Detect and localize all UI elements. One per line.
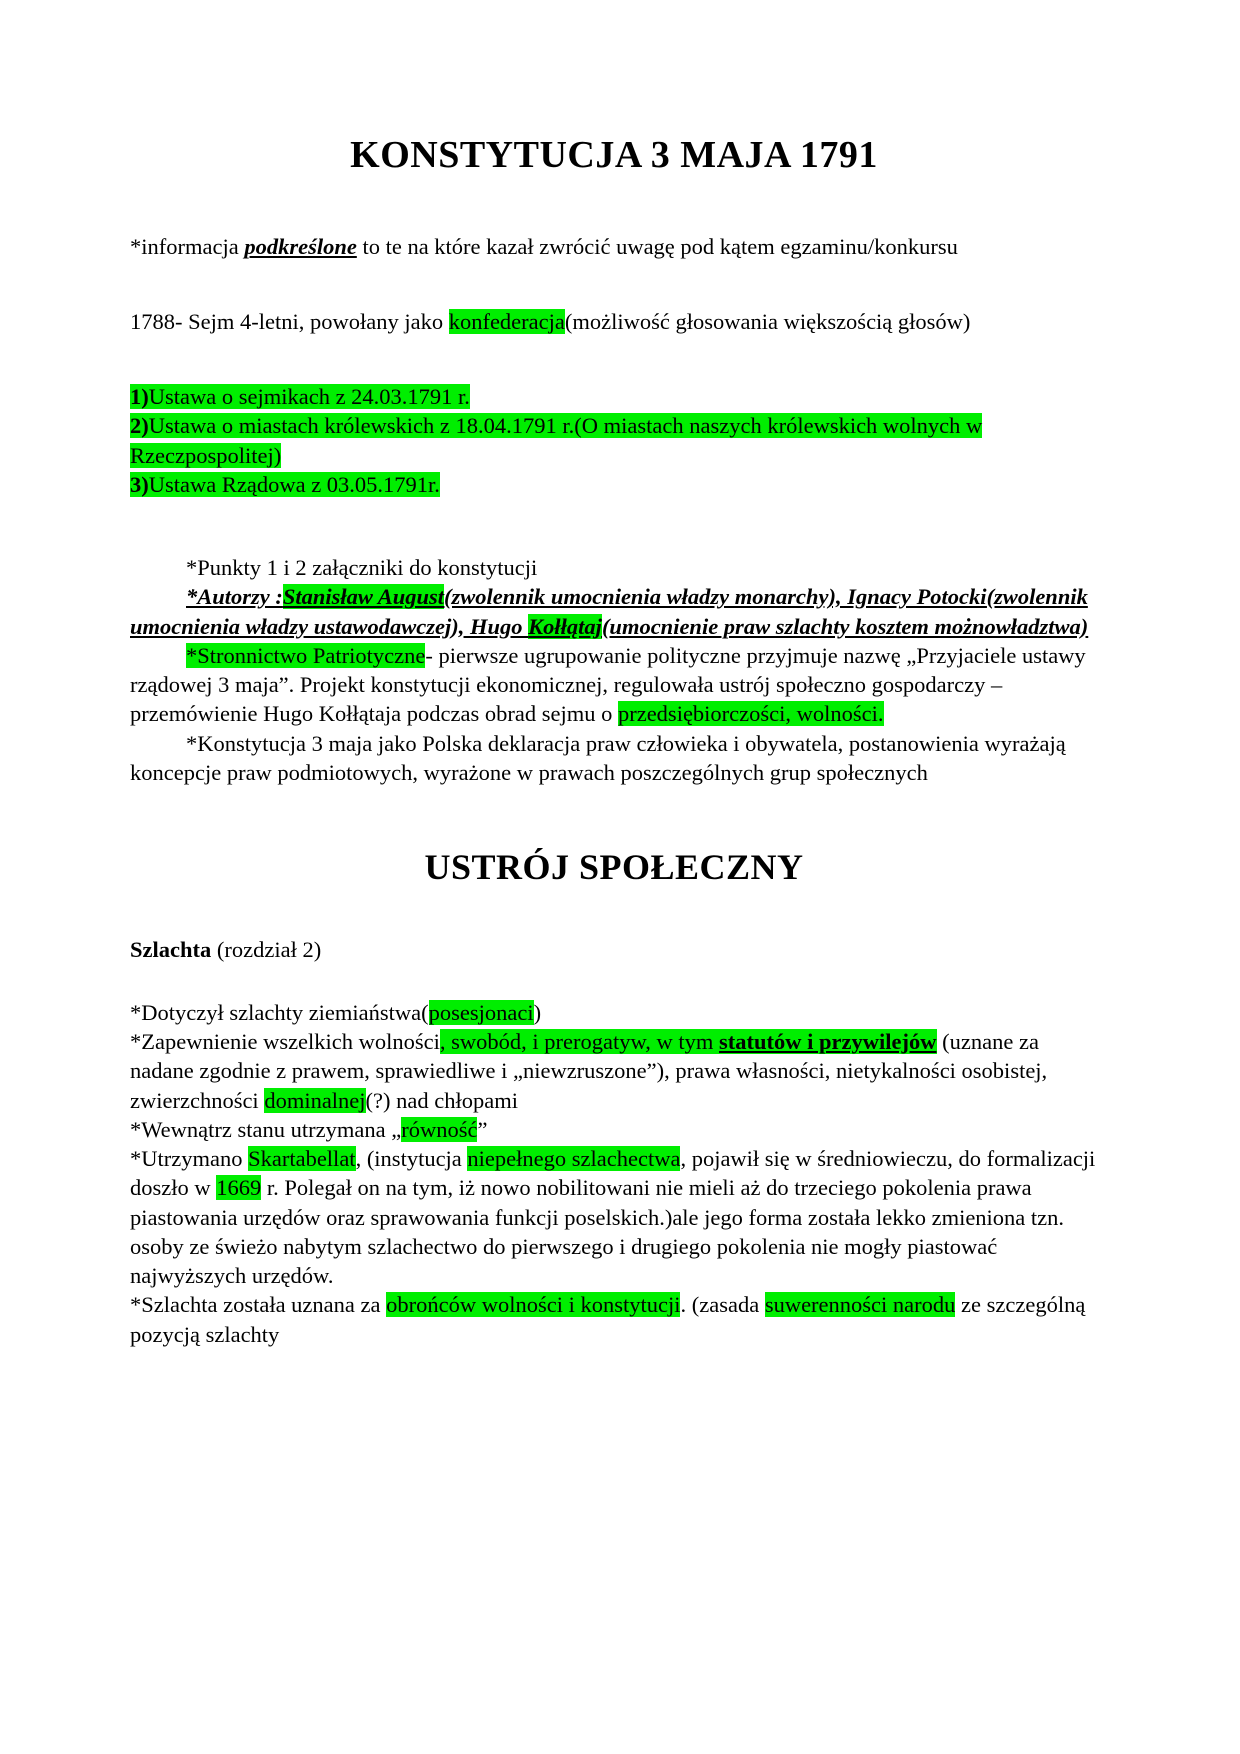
bullet4-highlight-1: Skartabellat [248,1146,356,1172]
list-item [130,470,1098,499]
bullet5-highlight-1: obrońców wolności i konstytucji [386,1292,681,1318]
bullet2-highlight-1 [440,1029,937,1054]
spacer [130,499,1098,553]
sejm-part2: (możliwość głosowania większością głosów) [564,308,971,334]
bullet3-part2: ” [477,1116,488,1142]
bullet1-text: *Dotyczył szlachty ziemiaństwa( [130,999,429,1025]
szlachta-bullet-5 [130,1290,1098,1349]
sejm-line [130,307,1098,336]
section-heading: USTRÓJ SPOŁECZNY [424,847,804,888]
szlachta-bullet-4 [130,1144,1098,1290]
szlachta-heading [130,935,1098,964]
bullet2-part3: (?) nad chłopami [365,1087,518,1113]
szlachta-heading-bold: Szlachta [130,936,212,962]
bullet4-highlight-2: niepełnego szlachectwa [467,1146,681,1172]
bullet2-part2: (uznane za nadane zgodnie z prawem, sprawiedliwe i „niewzruszone”), prawa własności, nietykalności osobistej, zwierzchności [130,1029,1048,1113]
bullet5-part3: ze szczególną pozycją szlachty [130,1292,1086,1347]
legend-suffix: to te na które kazał zwrócić uwagę pod kątem egzaminu/konkursu [356,233,958,259]
spacer [130,178,1098,232]
acts-list [130,382,1098,499]
bullet4-highlight-3: 1669 [216,1175,262,1201]
szlachta-heading-rest: (rozdział 2) [211,936,322,962]
act-number: 3) [130,471,149,497]
autorzy-desc-1: (zwolennik umocnienia władzy monarchy), Ignacy Potocki [444,584,987,610]
bullet5-part2: . (zasada [680,1292,765,1318]
bullet4-part1: *Utrzymano [130,1146,249,1172]
szlachta-bullet-1 [130,998,1098,1027]
stronnictwo-highlight: *Stronnictwo Patriotyczne [186,642,426,668]
legend-emphasis: podkreślone [244,233,357,259]
list-item [130,382,1098,411]
bullet3-part1: *Wewnątrz stanu utrzymana „ [130,1116,402,1142]
act-number: 2) [130,413,149,439]
bullet3-highlight: równość [401,1116,478,1142]
autorzy-name-1: Stanisław August [282,584,445,610]
bullet4-part3: , pojawił się w średniowieczu, do formalizacji doszło w [130,1146,1096,1201]
note-stronnictwo [130,641,1098,729]
page-title: KONSTYTUCJA 3 MAJA 1791 [350,134,878,176]
bullet2-highlight-2: dominalnej [264,1087,366,1113]
szlachta-bullet-3 [130,1115,1098,1144]
autorzy-desc-3: (umocnienie praw szlachty kosztem możnowładztwa) [601,613,1089,639]
bullet2-hl-text: , swobód, i prerogatyw, w tym [439,1029,720,1055]
bullet5-part1: *Szlachta została uznana za [130,1292,387,1318]
act-text: Ustawa o sejmikach z 24.03.1791 r. [148,384,470,410]
act-number: 1) [130,384,149,410]
bullet1-tail: ) [533,999,542,1025]
note-deklaracja-text: *Konstytucja 3 maja jako Polska deklaracja praw człowieka i obywatela, postanowienia wyrażają koncepcje praw podmiotowych, wyrażone w prawach poszczególnych grup społecznych [130,730,1066,785]
szlachta-bullet-2 [130,1027,1098,1115]
spacer [130,261,1098,307]
spacer [130,336,1098,382]
note-deklaracja [130,729,1098,788]
note-punkty-text: *Punkty 1 i 2 załączniki do konstytucji [186,555,538,581]
act-text: Ustawa o miastach królewskich z 18.04.1791 r.(O miastach naszych królewskich wolnych w Rzeczpospolitej) [130,413,983,468]
bullet4-part2: , (instytucja [355,1146,468,1172]
note-punkty [130,553,1098,582]
spacer [130,964,1098,998]
spacer [130,889,1098,935]
spacer [130,787,1098,847]
autorzy-name-3: Kołłątaj [528,613,602,639]
sejm-highlight: konfederacja [448,308,565,334]
bullet1-highlight: posesjonaci [428,999,534,1025]
list-item [130,411,1098,470]
legend-line [130,232,1098,261]
legend-prefix: *informacja [130,233,245,259]
autorzy-label: *Autorzy : [186,584,283,610]
sejm-part1: 1788- Sejm 4-letni, powołany jako [130,308,449,334]
bullet2-part1: *Zapewnienie wszelkich wolności [130,1029,440,1055]
bullet2-hl-emphasis: statutów i przywilejów [719,1029,937,1055]
bullet5-highlight-2: suwerenności narodu [764,1292,956,1318]
autorzy-desc-2: (zwolennik umocnienia władzy ustawodawczej), Hugo [130,584,1088,639]
stronnictwo-highlight-2: przedsiębiorczości, wolności. [617,701,884,727]
bullet4-part4: r. Polegał on na tym, iż nowo nobilitowani nie mieli aż do trzeciego pokolenia prawa piastowania urzędów oraz sprawowania funkcji poselskich.)ale jego forma została lekko zmieniona tzn. osoby ze świeżo nabytym szlachectwo do pierwszego i drugiego pokolenia nie mogły piastować najwyższych urzędów. [130,1175,1065,1289]
note-autorzy [130,582,1098,641]
act-text: Ustawa Rządowa z 03.05.1791r. [148,471,440,497]
stronnictwo-body: - pierwsze ugrupowanie polityczne przyjmuje nazwę „Przyjaciele ustawy rządowej 3 maja”. Projekt konstytucji ekonomicznej, regulowała ustrój społeczno gospodarczy – przemówienie Hugo Kołłątaja podczas obrad sejmu o [130,642,1086,727]
